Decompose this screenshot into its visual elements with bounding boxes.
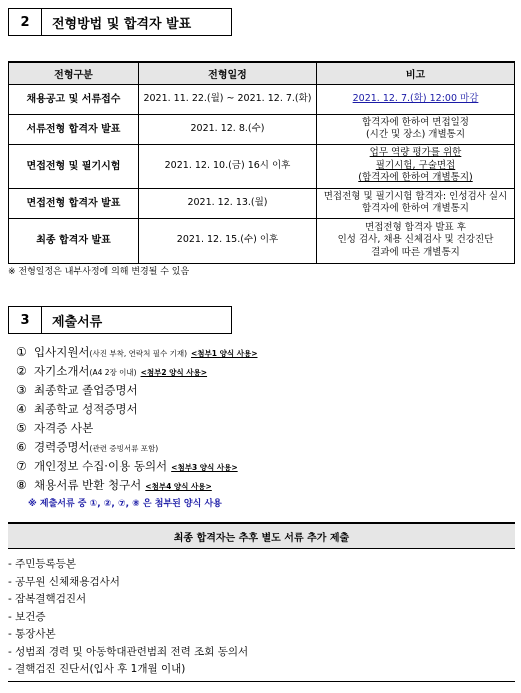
cell-note xyxy=(317,114,515,144)
list-item xyxy=(16,363,506,382)
list-item: - 공무원 신체채용검사서 xyxy=(8,575,120,588)
list-item xyxy=(16,382,506,401)
list-item: - 성범죄 경력 및 아동학대관련범죄 전력 조회 동의서 xyxy=(8,645,249,658)
cell-date: 2021. 12. 15.(수) 이후 xyxy=(139,218,317,263)
item-title: 개인정보 수집·이용 동의서 xyxy=(34,459,168,473)
item-detail: (관련 증빙서류 포함) xyxy=(89,444,159,453)
section-number: 2 xyxy=(8,8,42,36)
note-line: 합격자에 한하여 면접일정 xyxy=(362,116,469,128)
list-item xyxy=(16,420,506,439)
list-item xyxy=(16,401,506,420)
table-header-row xyxy=(9,62,515,84)
table-row xyxy=(9,114,515,144)
item-title: 자격증 사본 xyxy=(34,421,94,435)
note-line: 인성 검사, 채용 신체검사 및 건강진단 xyxy=(337,234,494,246)
cell-date: 2021. 12. 8.(수) xyxy=(139,114,317,144)
item-number: ⑧ xyxy=(16,478,27,492)
item-detail: (A4 2장 이내) xyxy=(89,368,137,377)
table-row xyxy=(9,84,515,114)
list-item: - 통장사본 xyxy=(8,628,56,640)
list-item xyxy=(16,439,506,458)
item-number: ④ xyxy=(16,402,27,416)
list-item xyxy=(16,477,506,496)
cell-date: 2021. 11. 22.(월) ~ 2021. 12. 7.(화) xyxy=(139,84,317,114)
cell-date: 2021. 12. 13.(월) xyxy=(139,188,317,218)
document-list xyxy=(16,344,506,512)
cell-category: 서류전형 합격자 발표 xyxy=(9,114,139,144)
section-title: 제출서류 xyxy=(42,306,232,334)
table-row xyxy=(9,218,515,263)
list-item xyxy=(16,344,506,363)
item-title: 자기소개서 xyxy=(34,364,90,378)
section-title: 전형방법 및 합격자 발표 xyxy=(42,8,232,36)
attachment-tag: <첨부2 양식 사용> xyxy=(140,368,208,377)
note-line: 필기시험, 구술면접 xyxy=(375,159,456,171)
cell-category: 채용공고 및 서류접수 xyxy=(9,84,139,114)
deadline-link[interactable]: 2021. 12. 7.(화) 12:00 마감 xyxy=(352,92,479,104)
schedule-footnote: ※ 전형일정은 내부사정에 의해 변경될 수 있음 xyxy=(8,267,190,277)
cell-date: 2021. 12. 10.(금) 16시 이후 xyxy=(139,144,317,188)
section-2-header xyxy=(8,8,232,36)
item-title: 채용서류 반환 청구서 xyxy=(34,478,142,492)
column-header: 전형일정 xyxy=(139,62,317,84)
section-number: 3 xyxy=(8,306,42,334)
item-number: ⑦ xyxy=(16,459,27,473)
attachment-tag: <첨부4 양식 사용> xyxy=(145,482,212,491)
section-3-header xyxy=(8,306,232,334)
item-title: 경력증명서 xyxy=(34,440,90,454)
item-title: 최종학교 졸업증명서 xyxy=(34,383,138,397)
cell-category: 면접전형 합격자 발표 xyxy=(9,188,139,218)
table-row xyxy=(9,144,515,188)
cell-note xyxy=(317,144,515,188)
cell-note xyxy=(317,84,515,114)
item-number: ① xyxy=(16,345,27,359)
cell-category: 최종 합격자 발표 xyxy=(9,218,139,263)
extra-docs-list xyxy=(8,556,515,682)
table-row xyxy=(9,188,515,218)
column-header: 전형구분 xyxy=(9,62,139,84)
list-item xyxy=(16,458,506,477)
attachment-tag: <첨부1 양식 사용> xyxy=(191,349,258,358)
list-item: - 주민등록등본 xyxy=(8,558,76,570)
item-number: ⑤ xyxy=(16,421,27,435)
note-line: 업무 역량 평가를 위한 xyxy=(369,147,462,159)
note-line: 면접전형 합격자 발표 후 xyxy=(365,221,466,233)
list-item: - 보건증 xyxy=(8,610,46,623)
column-header: 비고 xyxy=(317,62,515,84)
cell-note xyxy=(317,218,515,263)
item-title: 입사지원서 xyxy=(34,345,90,359)
final-docs-header: 최종 합격자는 추후 별도 서류 추가 제출 xyxy=(8,522,515,549)
cell-note xyxy=(317,188,515,218)
item-number: ② xyxy=(16,364,27,378)
attachment-tag: <첨부3 양식 사용> xyxy=(171,463,238,472)
note-line: (합격자에 한하여 개별통지) xyxy=(358,172,473,184)
note-line: 면접전형 및 필기시험 합격자: 인성검사 실시 xyxy=(323,190,508,202)
note-line: (시간 및 장소) 개별통지 xyxy=(365,129,466,140)
cell-category: 면접전형 및 필기시험 xyxy=(9,144,139,188)
note-line: 합격자에 한하여 개별통지 xyxy=(362,203,469,214)
list-item: - 결핵검진 진단서(입사 후 1개월 이내) xyxy=(8,663,186,675)
schedule-table xyxy=(8,61,515,264)
item-number: ③ xyxy=(16,383,27,397)
item-detail: (사진 부착, 연락처 필수 기재) xyxy=(89,349,188,358)
item-number: ⑥ xyxy=(16,440,27,454)
docs-note: ※ 제출서류 중 ①, ②, ⑦, ⑧ 은 첨부된 양식 사용 xyxy=(28,499,222,509)
list-item: - 잠복결핵검진서 xyxy=(8,593,87,605)
item-title: 최종학교 성적증명서 xyxy=(34,402,138,416)
note-line: 결과에 따른 개별통지 xyxy=(371,246,460,258)
